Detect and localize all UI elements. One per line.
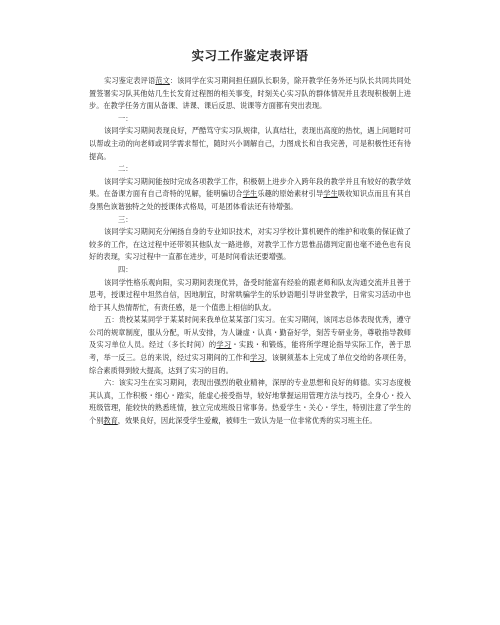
keyword-link[interactable]: 学生: [242, 189, 258, 199]
paragraph-text: ：该同学在实习期间担任副队长职务，除开教学任务外还与队长共同共同处置签署实习队其他姑几生长发育过程图的相关事变，时刻关心实习队的群体情况并且表现积极朝上进步。在教学任务方面从备课、讲课、课后反思、说课等方面都有突出表现。: [89, 76, 411, 111]
paragraph-text: ，效果良好，因此深受学生爱戴，被师生一致认为是一位非常优秀的实习班主任。: [117, 416, 377, 426]
keyword-link[interactable]: 学习: [250, 353, 265, 363]
keyword-link[interactable]: 学习: [216, 340, 232, 350]
paragraph-text: 四：: [118, 264, 133, 274]
paragraph-text: 一：: [118, 113, 133, 123]
body-paragraph: [89, 226, 411, 264]
body-paragraph: [89, 75, 411, 113]
section-marker: [89, 113, 411, 126]
document-title: 实习工作鉴定表评语: [191, 48, 309, 63]
paragraph-text: 二：: [118, 164, 133, 174]
paragraph-text: 吸收知识点而且有其自身黑色诙谐独特之处的授课体式格局，可是团体看法还有待增强。: [89, 189, 411, 211]
paragraph-text: 三：: [118, 214, 133, 224]
body-paragraph: [89, 377, 411, 427]
paragraph-text: ，该铜须基本上完成了单位交给的各项任务，综合素质得到较大提高，达到了实习的目的。: [89, 353, 411, 375]
keyword-link[interactable]: 学生: [323, 189, 338, 199]
paragraph-text: 该同学实习期间能按时完成各项教学工作，积极朝上进步介入跨年段的教学并且有较好的教学效果。在备课方面有自己奇特的见解，能明骗切合: [89, 176, 411, 199]
body-paragraph: [89, 176, 411, 214]
paragraph-text: 该同学实习期间表现良好，严酷笃守实习队规律，认真结壮，表现出高度的热忱，遇上问题时可以帮或主动的向老师或同学需求帮忙，随时兴小调解自己，力图成长和自我完善，可是积极性还有待提高。: [89, 126, 411, 161]
paragraph-text: 该同学实习期间充分阐扬自身的专业知识技术，对实习学校计算机硬件的维护和收集的保证做了较多的工作，在这过程中还带领其他队友一路进修，对教学工作方思惟品德判定面也毫不逊色也有良好的表现，实习过程中一直都在进步，可是时间看法还要增强。: [89, 227, 411, 262]
section-marker: [89, 163, 411, 176]
keyword-link[interactable]: 教育: [103, 416, 118, 426]
body-paragraph: [89, 314, 411, 377]
paragraph-text: 乐趣的原始素材引导: [257, 189, 324, 199]
body-paragraph: [89, 125, 411, 163]
paragraph-text: 五：贵校某某同学于某某时间来我单位某某部门实习。在实习期间，该同志总体表现优秀，遵守公司的规章制度，服从分配，听从安排，为人谦虚・认真・勤奋好学，刻苦专研业务，尊敬指导教师及实习单位人员。经过（多长时间）的: [89, 315, 411, 350]
paragraph-text: 该同学性格乐观向阳，实习期间表现优异，备受时能富有经验的跟老师和队友沟通交流并且善于思考，授课过程中坦然自信，因地制宜，时常哄骗学生的乐妙语题引导讲堂教学，日常实习活动中也给于其人热情帮忙，有责任感，是一个值患上相信的队友。: [89, 277, 411, 312]
keyword-link[interactable]: 范文: [155, 76, 170, 85]
document-body: [89, 75, 411, 428]
section-marker: [89, 264, 411, 277]
body-paragraph: [89, 277, 411, 315]
section-marker: [89, 214, 411, 227]
document-page: [89, 48, 411, 428]
paragraph-text: 六：该实习生在实习期间，表现出强烈的敬业精神，深厚的专业思想和良好的师德。实习态度极其认真，工作积极・细心・踏实，能虚心接受指导，较好地掌握运用管理方法与技巧，全身心・投入班级管理，能较快的熟悉班情，独立完成班级日常事务。热爱学生・关心・学生，特别注意了学生的个别: [89, 378, 411, 426]
paragraph-text: ・实践・和锻炼，能将所学理论指导实际工作，善于思考，举一反三。总的来说，经过实习期间的工作和: [89, 340, 411, 363]
paragraph-text: 实习鉴定表评语: [104, 76, 156, 85]
